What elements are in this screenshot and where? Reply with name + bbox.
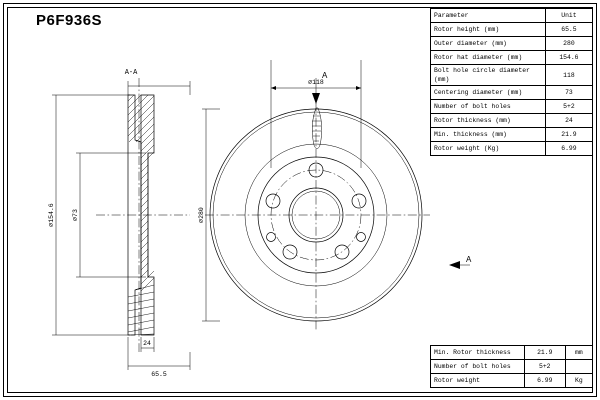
spec-value: 21.9: [545, 128, 592, 142]
spec-value: 24: [545, 114, 592, 128]
spec-name: Rotor thickness (mm): [431, 114, 546, 128]
header-unit: Unit: [545, 9, 592, 23]
summary-unit: mm: [565, 346, 592, 360]
summary-value: 5+2: [524, 360, 565, 374]
section-arrow-bottom-head: [449, 261, 460, 269]
section-view-a-a: [48, 69, 190, 378]
spec-value: 65.5: [545, 23, 592, 37]
vane-detail: [312, 108, 322, 149]
section-arrow-bottom-label: A: [466, 255, 472, 264]
part-number-label: P6F936S: [36, 12, 103, 29]
spec-value: 6.99: [545, 142, 592, 156]
summary-name: Rotor weight: [431, 374, 525, 388]
section-arrow-top-label: A: [322, 71, 328, 80]
spec-name: Rotor height (mm): [431, 23, 546, 37]
section-arrow-bottom: [449, 255, 472, 269]
spec-value: 154.6: [545, 51, 592, 65]
spec-name: Outer diameter (mm): [431, 37, 546, 51]
spec-value: 280: [545, 37, 592, 51]
locating-hole: [357, 233, 366, 242]
dim-outer-diameter-label: ⌀280: [198, 207, 205, 223]
front-view: [198, 60, 472, 330]
section-label: A-A: [124, 69, 138, 77]
summary-value: 6.99: [524, 374, 565, 388]
spec-value: 73: [545, 86, 592, 100]
dim-center-bore-label: ⌀73: [72, 209, 79, 221]
dim-height-label: 65.5: [151, 371, 167, 378]
locating-hole: [267, 233, 276, 242]
summary-name: Min. Rotor thickness: [431, 346, 525, 360]
dim-arrow-118-left: [271, 86, 276, 90]
dim-arrow-118-right: [356, 86, 361, 90]
spec-value: 5+2: [545, 100, 592, 114]
spec-name: Rotor weight (Kg): [431, 142, 546, 156]
bolt-hole: [266, 194, 280, 208]
spec-name: Number of bolt holes: [431, 100, 546, 114]
dim-outer-diameter-label: ⌀154.6: [48, 203, 55, 227]
spec-value: 118: [545, 65, 592, 86]
summary-unit: Kg: [565, 374, 592, 388]
dim-bolt-circle-label: ⌀118: [308, 79, 324, 86]
spec-name: Rotor hat diameter (mm): [431, 51, 546, 65]
dim-thickness-label: 24: [143, 340, 151, 347]
spec-name: Centering diameter (mm): [431, 86, 546, 100]
spec-name: Bolt hole circle diameter (mm): [431, 65, 546, 86]
summary-value: 21.9: [524, 346, 565, 360]
section-arrow-top: [312, 71, 328, 104]
spec-name: Min. thickness (mm): [431, 128, 546, 142]
header-parameter: Parameter: [431, 9, 546, 23]
section-arrow-top-head: [312, 93, 320, 104]
vane-outline: [312, 108, 321, 149]
summary-name: Number of bolt holes: [431, 360, 525, 374]
